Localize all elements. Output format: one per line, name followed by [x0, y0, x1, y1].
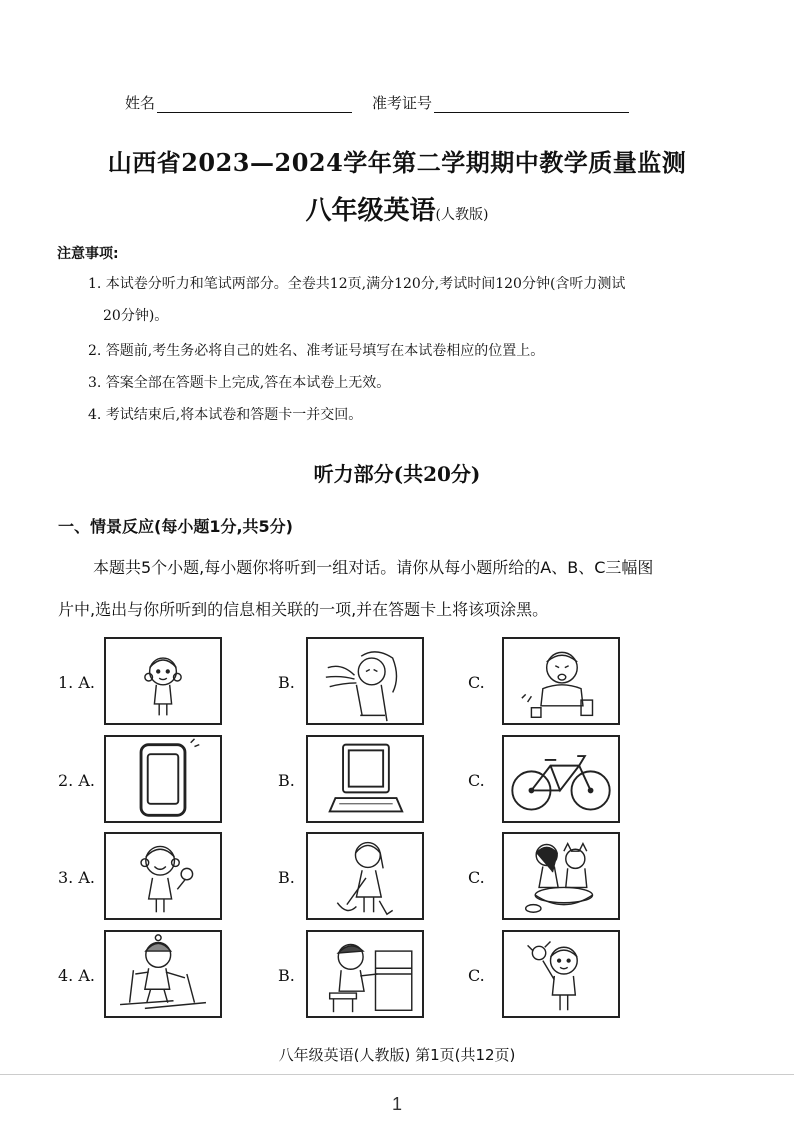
- sweeping-girl-icon[interactable]: [306, 832, 424, 920]
- coughing-person-icon[interactable]: [306, 637, 424, 725]
- part-one-title: 一、情景反应(每小题1分,共5分): [58, 517, 293, 536]
- name-field[interactable]: [125, 92, 352, 113]
- bicycle-icon[interactable]: [502, 735, 620, 823]
- part-one-instruction: 本题共5个小题,每小题你将听到一组对话。请你从每小题所给的A、B、C三幅图: [93, 558, 654, 577]
- part-one-instruction: 片中,选出与你所听到的信息相关联的一项,并在答题卡上将该项涂黑。: [58, 600, 549, 619]
- page-footer: 八年级英语(人教版) 第1页(共12页): [278, 1046, 516, 1064]
- question-4-option-c-label: C.: [468, 966, 485, 985]
- page-number: 1: [391, 1094, 402, 1114]
- sick-boy-icon[interactable]: [502, 637, 620, 725]
- notice-item: 2. 答题前,考生务必将自己的姓名、准考证号填写在本试卷相应的位置上。: [88, 343, 545, 359]
- question-3-option-b-label: B.: [278, 868, 295, 887]
- question-1-option-b-label: B.: [278, 673, 295, 692]
- listening-section-title: 听力部分(共20分): [313, 462, 481, 486]
- question-1-option-c-label: C.: [468, 673, 485, 692]
- question-2-option-a-label: 2. A.: [58, 771, 95, 790]
- computer-icon[interactable]: [306, 735, 424, 823]
- notice-item: 20分钟)。: [103, 308, 169, 324]
- singing-girl-icon[interactable]: [104, 832, 222, 920]
- notice-item: 3. 答案全部在答题卡上完成,答在本试卷上无效。: [88, 375, 391, 391]
- exam-number-field[interactable]: [372, 92, 629, 113]
- skiing-boy-icon[interactable]: [104, 930, 222, 1018]
- exam-number-blank[interactable]: [434, 98, 629, 113]
- question-3-option-c-label: C.: [468, 868, 485, 887]
- notice-heading: 注意事项:: [57, 246, 119, 262]
- washing-cat-icon[interactable]: [502, 832, 620, 920]
- exam-title: 山西省2023—2024学年第二学期期中教学质量监测: [107, 148, 687, 177]
- notice-item: 4. 考试结束后,将本试卷和答题卡一并交回。: [88, 407, 363, 423]
- notice-item: 1. 本试卷分听力和笔试两部分。全卷共12页,满分120分,考试时间120分钟(含听力测试: [88, 276, 626, 292]
- exam-subtitle: [0, 190, 794, 227]
- subject-title: 八年级英语: [305, 196, 436, 226]
- question-2-option-b-label: B.: [278, 771, 295, 790]
- question-3-option-a-label: 3. A.: [58, 868, 95, 887]
- name-label: 姓名: [125, 94, 156, 112]
- smartphone-icon[interactable]: [104, 735, 222, 823]
- exam-number-label: 准考证号: [372, 94, 433, 112]
- girl-icon[interactable]: [104, 637, 222, 725]
- page-divider: [0, 1074, 794, 1075]
- boy-with-toy-icon[interactable]: [502, 930, 620, 1018]
- piano-boy-icon[interactable]: [306, 930, 424, 1018]
- question-1-option-a-label: 1. A.: [58, 673, 95, 692]
- question-2-option-c-label: C.: [468, 771, 485, 790]
- name-blank[interactable]: [157, 98, 352, 113]
- question-4-option-b-label: B.: [278, 966, 295, 985]
- edition-label: (人教版): [435, 207, 489, 223]
- question-4-option-a-label: 4. A.: [58, 966, 95, 985]
- candidate-fields: [125, 92, 645, 112]
